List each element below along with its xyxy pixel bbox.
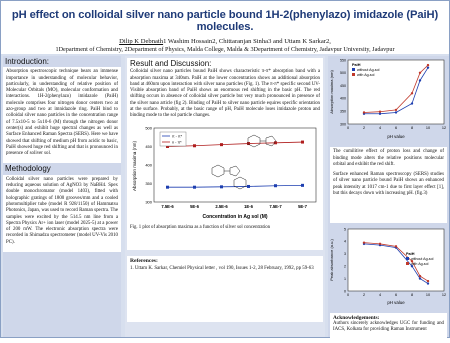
fig2-chart	[328, 56, 449, 142]
fig1-y-tick-label: 450	[145, 143, 152, 149]
fig2-y-tick-label: 450	[340, 83, 346, 88]
fig3-y-tick-label: 0	[344, 289, 346, 294]
fig2-x-tick-label: 8	[410, 126, 414, 130]
acknowledgements-box	[330, 313, 447, 343]
fig1-y-tick-label: 500	[145, 125, 152, 131]
column-left	[3, 56, 121, 337]
fig1-x-tick-label: 2.5E-6	[215, 203, 228, 209]
fig2-data-point	[419, 72, 421, 74]
fig2-data-point	[411, 92, 413, 94]
fig3-y-tick-label: 4	[344, 239, 346, 244]
fig1-ylabel: Absorption maxima (nm)	[132, 140, 137, 191]
fig2-data-point	[427, 66, 429, 68]
acknowledgements-text: Authors sincerely acknowledges UGC for funding and IACS, Kolkata for providing Raman Instrument	[333, 320, 444, 333]
poster-title: pH effect on colloidal silver nano particle bound 1H-2(phenylazo) imidazole (PaiH) molecules.	[11, 9, 439, 33]
fig3-chart	[328, 225, 449, 307]
fig2-xlabel: pH value	[387, 134, 405, 139]
fig3-data-point	[363, 242, 365, 244]
fig2-x-tick-label: 12	[441, 126, 447, 130]
fig3-x-tick-label: 6	[394, 293, 398, 298]
right-text-box	[330, 147, 447, 223]
methodology-box	[3, 175, 121, 252]
fig1-x-tick-label: 7.5E-7	[269, 203, 282, 209]
fig3-legend-1: without Ag-sol	[411, 257, 434, 262]
fig2-x-tick-label: 4	[378, 126, 382, 130]
fig2-y-tick-label: 550	[340, 58, 346, 63]
fig3-x-tick-label: 0	[346, 293, 350, 298]
fig2-x-tick-label: 10	[425, 126, 431, 130]
other-authors: 1 Washim Hossain2, Chittaranjan Sinha3 and Uttam K Sarkar2,	[163, 38, 331, 45]
fig1-data-point	[301, 140, 304, 143]
fig3-y-tick-label: 3	[344, 252, 346, 257]
fig3-x-tick-label: 12	[441, 293, 447, 298]
methodology-heading: Methodology	[5, 164, 51, 174]
fig2-y-tick-label: 300	[340, 122, 346, 127]
fig1-y-tick-label: 300	[145, 199, 152, 205]
fig3-y-tick-label: 2	[344, 264, 346, 269]
fig1-data-point	[193, 144, 196, 147]
authors	[1, 38, 449, 45]
fig2-x-tick-label: 0	[346, 126, 350, 130]
introduction-heading: Introduction:	[5, 57, 50, 66]
fig2-data-point	[379, 113, 381, 115]
fig1-y-tick-label: 350	[145, 180, 152, 186]
fig1-data-point	[220, 143, 223, 146]
fig2-data-point	[427, 64, 429, 66]
poster-header	[1, 1, 449, 54]
methodology-text: Colloidal silver nano particles were prepared by reducing aqueous solution of AgNO3 by NaBH4. Spex double monochromator (model 1403), fitted with holographic gratings of 1800 grooves/mm and a cooled photomultiplier tube (model R 928/1150) of Hammatsu Photonics, Japan, was used to record Raman spectra. The samples were excited by the 514.5 nm line from a Spectra Physics Ar+ ion laser (model 2025-5) at a power of 200 mW. The electronic absorption spectra were recorded in Shimadzu spectrometer (model UV-Vis 2010 PC).	[6, 176, 118, 245]
fig3-y-tick-label: 1	[344, 277, 346, 282]
references-box	[127, 256, 323, 322]
fig3-y-tick-label: 5	[344, 227, 346, 232]
fig1-legend-1: π - π*	[172, 134, 183, 139]
fig1-y-tick-label: 400	[145, 162, 152, 168]
reference-1: 1. Uttam K. Sarkar, Chemiel Physical letter , vol 190, Issues 1-2, 28 February, 1992, pp 59-63	[130, 266, 314, 272]
fig1-data-point	[166, 185, 169, 188]
fig2-x-tick-label: 6	[394, 126, 398, 130]
fig1-x-tick-label: 5E-7	[298, 203, 307, 209]
fig2-ylabel: Absorption maxima (nm)	[329, 70, 334, 114]
fig1-xlabel: Concentration in Ag sol (M)	[202, 213, 268, 220]
fig2-legend-title: PaiH	[352, 63, 361, 67]
fig1-legend-2: n - π*	[172, 140, 182, 145]
fig3-data-point	[427, 280, 429, 282]
fig3-ylabel: Peak absorbance (a.u.)	[329, 239, 334, 282]
fig3-xlabel: pH value	[387, 300, 405, 306]
fig1-caption: Fig. 1 plot of absorption maxima as a function of silver sol concentration	[130, 224, 271, 230]
fig1-x-tick-label: 5E-6	[190, 203, 199, 209]
fig3-x-tick-label: 2	[362, 293, 366, 298]
column-right	[328, 56, 449, 337]
fig1-data-point	[193, 185, 196, 188]
fig2-data-point	[395, 111, 397, 113]
right-text-2: Surface enhanced Raman spectroscopy (SERS) studies of silver nano particle bound PaiH shows an enhanced peak intensity at 1017 cm-1 due to first layer effect [1], but this decays down with increasing pH. (fig.3)	[333, 172, 444, 197]
fig1-x-tick-label: 7.5E-6	[161, 203, 174, 209]
fig3-x-tick-label: 10	[425, 293, 431, 298]
first-author: Dilip K Debnath	[119, 38, 164, 45]
fig3-x-tick-label: 8	[410, 293, 414, 298]
results-text: Colloidal silver nano particles bound PaiH shows characteristic π-π* absorption band with a absorption maxima at 340nm. PaiH at the lower concentration shows an additional absorption band at 460nm upon interaction with silver nano particles (Fig. 1). The π-π* specific second UV-Visible absorption band of PaiH shows an enormous red shifting in the basic pH. The red shifting occurs in absence of colloidal silver particle but very much pronounced in presence of the silver nano article (fig 2). Binding of PaiH to silver nano particle equires specific orientation at the surface. Probably, at the basic range of pH, PaiH molecule loses imidazole proton and binding mode to the sol particle changes.	[130, 69, 320, 119]
results-box	[127, 58, 323, 250]
fig3-data-point	[419, 278, 421, 280]
fig1-legend	[160, 132, 186, 146]
fig3-data-point	[379, 243, 381, 245]
fig3-x-tick-label: 4	[378, 293, 382, 298]
fig3-data-point	[427, 283, 429, 285]
fig1-data-point	[274, 184, 277, 187]
fig3-legend-2: with Ag-sol	[411, 262, 429, 267]
fig1-x-tick-label: 1E-6	[244, 203, 253, 209]
fig2-y-tick-label: 500	[340, 71, 346, 76]
column-middle	[125, 56, 325, 337]
fig2-y-tick-label: 400	[340, 96, 346, 101]
fig2-x-tick-label: 2	[362, 126, 366, 130]
fig2-data-point	[411, 102, 413, 104]
fig1-data-point	[247, 185, 250, 188]
right-text-1: The cumilitive effect of proton loss and change of binding mode alters the relative positions molecular orbital and exhibit the red shift.	[333, 149, 444, 167]
references-heading: References:	[130, 258, 158, 264]
fig1-data-point	[220, 185, 223, 188]
fig2-y-tick-label: 350	[340, 109, 346, 114]
introduction-box	[3, 67, 121, 163]
affiliations: 1Department of Chemistry, 2Department of Physics, Malda College, Malda & 3Department of Chemistry, Jadavpur University, Jadavpur	[55, 46, 395, 53]
fig3-data-point	[419, 275, 421, 277]
fig3-legend-title: PaiH	[406, 252, 415, 257]
results-heading: Result and Discussion:	[130, 59, 212, 68]
fig2-data-point	[363, 111, 365, 113]
fig2-legend-2: with Ag-sol	[357, 73, 375, 77]
fig1-data-point	[301, 184, 304, 187]
fig2-data-point	[379, 111, 381, 113]
fig2-data-point	[419, 79, 421, 81]
introduction-text: Absorption spectroscopic technique bears an immense importance in understanding of molecular behavior, particularly, in understanding of relative position of Molecular Orbitals (MO), molecular conformation and interactions. 1H-2(phenylazo) imidazole (PaiH) molecule comprises four nitrogen donor centers two at azo-group and two at imnidazole ring. PaiH bind to colloidal silver nano particles in the concentration range of 7.5x10-5 to 5x10-6 (M) through the nitrogen donor center(s) and exhibit huge spectral changes as well as Surface Enhanced Raman Spectra (SERS). Here we have showed that shifting of medium pH from acidic to basic, PaiH showed huge red shifting and that is pronounced in presence of soliver sol.	[6, 69, 118, 157]
fig3-data-point	[395, 245, 397, 247]
acknowledgements-heading: Acknowledgements:	[333, 314, 380, 321]
fig2-data-point	[395, 109, 397, 111]
fig2-legend-1: without Ag-sol	[357, 68, 380, 72]
fig1-chart	[130, 124, 322, 222]
